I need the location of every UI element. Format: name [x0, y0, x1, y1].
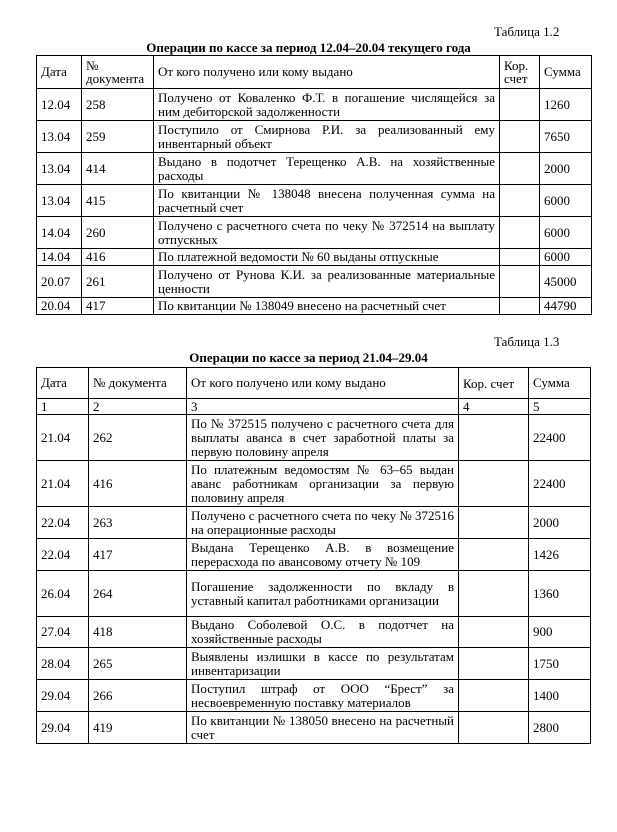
header-corr-account: Кор. счет	[459, 368, 529, 399]
table-row	[37, 680, 591, 712]
table-row	[37, 539, 591, 571]
cell-date: 20.07	[37, 266, 82, 298]
table-row	[37, 648, 591, 680]
header-amount: Сумма	[540, 56, 592, 89]
cell-date: 29.04	[37, 680, 89, 712]
cell-amount: 2800	[529, 712, 591, 744]
header-amount: Сумма	[529, 368, 591, 399]
table-1-3-label: Таблица 1.3	[494, 334, 560, 349]
cell-doc-number: 261	[82, 266, 154, 298]
header-from-to: От кого получено или кому выдано	[154, 56, 500, 89]
cell-corr-account	[459, 539, 529, 571]
table-row	[37, 571, 591, 617]
cell-date: 22.04	[37, 539, 89, 571]
cell-amount: 1750	[529, 648, 591, 680]
cell-amount: 1400	[529, 680, 591, 712]
table-row	[37, 507, 591, 539]
cell-corr-account	[459, 415, 529, 461]
header-from-to: От кого получено или кому выдано	[187, 368, 459, 399]
cell-doc-number: 419	[89, 712, 187, 744]
table-row	[37, 266, 592, 298]
cell-doc-number: 266	[89, 680, 187, 712]
cell-description: По № 372515 получено с расчетного счета для выплаты аванса в счет заработной платы за первую половину апреля	[187, 415, 459, 461]
cell-doc-number: 417	[82, 298, 154, 315]
cell-date: 14.04	[37, 217, 82, 249]
cell-date: 20.04	[37, 298, 82, 315]
column-number-row	[37, 399, 591, 415]
cell-corr-account	[500, 121, 540, 153]
cell-description: По квитанции № 138048 внесена полученная сумма на расчетный счет	[154, 185, 500, 217]
cell-amount: 6000	[540, 185, 592, 217]
cell-doc-number: 414	[82, 153, 154, 185]
table-row	[37, 121, 592, 153]
cell-description: Получено с расчетного счета по чеку № 372514 на выплату отпускных	[154, 217, 500, 249]
cell-doc-number: 260	[82, 217, 154, 249]
cell-amount: 1260	[540, 89, 592, 121]
cell-date: 13.04	[37, 153, 82, 185]
cell-corr-account	[459, 617, 529, 648]
cell-amount: 22400	[529, 461, 591, 507]
cell-doc-number: 264	[89, 571, 187, 617]
header-doc-number: № документа	[82, 56, 154, 89]
cell-amount: 2000	[529, 507, 591, 539]
table-header-row	[37, 368, 591, 399]
cell-amount: 900	[529, 617, 591, 648]
cell-doc-number: 258	[82, 89, 154, 121]
cell-date: 27.04	[37, 617, 89, 648]
cell-description: По платежной ведомости № 60 выданы отпускные	[154, 249, 500, 266]
cell-amount: 1426	[529, 539, 591, 571]
table-1-3-title: Операции по кассе за период 21.04–29.04	[189, 350, 428, 365]
header-doc-number: № документа	[89, 368, 187, 399]
cell-amount: 2000	[540, 153, 592, 185]
table-row	[37, 461, 591, 507]
table-row	[37, 89, 592, 121]
cash-operations-table-1-2	[36, 55, 592, 315]
cell-date: 26.04	[37, 571, 89, 617]
table-row	[37, 298, 592, 315]
table-row	[37, 617, 591, 648]
column-number: 1	[37, 399, 89, 415]
cell-amount: 7650	[540, 121, 592, 153]
cash-operations-table-1-3	[36, 367, 591, 744]
cell-description: По квитанции № 138049 внесено на расчетный счет	[154, 298, 500, 315]
table-header-row	[37, 56, 592, 89]
cell-doc-number: 415	[82, 185, 154, 217]
cell-date: 13.04	[37, 121, 82, 153]
cell-doc-number: 418	[89, 617, 187, 648]
table-row	[37, 153, 592, 185]
cell-description: Поступило от Смирнова Р.И. за реализованный ему инвентарный объект	[154, 121, 500, 153]
cell-description: Получено от Рунова К.И. за реализованные материальные ценности	[154, 266, 500, 298]
table-1-2-title: Операции по кассе за период 12.04–20.04 текущего года	[146, 40, 471, 55]
cell-description: По квитанции № 138050 внесено на расчетный счет	[187, 712, 459, 744]
cell-description: Выдана Терещенко А.В. в возмещение перерасхода по авансовому отчету № 109	[187, 539, 459, 571]
cell-date: 29.04	[37, 712, 89, 744]
cell-doc-number: 416	[82, 249, 154, 266]
table-row	[37, 712, 591, 744]
cell-corr-account	[459, 571, 529, 617]
cell-doc-number: 259	[82, 121, 154, 153]
column-number: 5	[529, 399, 591, 415]
cell-corr-account	[500, 185, 540, 217]
table-row	[37, 249, 592, 266]
cell-amount: 6000	[540, 217, 592, 249]
cell-description: Погашение задолженности по вкладу в уставный капитал работниками организации	[187, 571, 459, 617]
cell-description: Поступил штраф от ООО “Брест” за несвоевременную поставку материалов	[187, 680, 459, 712]
cell-description: Выдано Соболевой О.С. в подотчет на хозяйственные расходы	[187, 617, 459, 648]
header-corr-account: Кор. счет	[500, 56, 540, 89]
column-number: 3	[187, 399, 459, 415]
table-row	[37, 415, 591, 461]
table-1-2-label: Таблица 1.2	[494, 24, 560, 39]
cell-date: 21.04	[37, 415, 89, 461]
cell-corr-account	[500, 266, 540, 298]
cell-date: 13.04	[37, 185, 82, 217]
cell-description: Получено с расчетного счета по чеку № 372516 на операционные расходы	[187, 507, 459, 539]
cell-description: Выдано в подотчет Терещенко А.В. на хозяйственные расходы	[154, 153, 500, 185]
cell-date: 28.04	[37, 648, 89, 680]
cell-corr-account	[500, 153, 540, 185]
cell-date: 14.04	[37, 249, 82, 266]
header-date: Дата	[37, 368, 89, 399]
cell-corr-account	[500, 298, 540, 315]
cell-corr-account	[459, 461, 529, 507]
cell-date: 21.04	[37, 461, 89, 507]
cell-corr-account	[459, 648, 529, 680]
cell-doc-number: 417	[89, 539, 187, 571]
cell-doc-number: 263	[89, 507, 187, 539]
column-number: 4	[459, 399, 529, 415]
cell-amount: 6000	[540, 249, 592, 266]
cell-corr-account	[459, 507, 529, 539]
cell-corr-account	[459, 680, 529, 712]
cell-doc-number: 416	[89, 461, 187, 507]
table-row	[37, 185, 592, 217]
cell-description: По платежным ведомостям № 63–65 выдан аванс работникам организации за первую половину апреля	[187, 461, 459, 507]
cell-corr-account	[500, 217, 540, 249]
cell-date: 12.04	[37, 89, 82, 121]
cell-corr-account	[459, 712, 529, 744]
cell-doc-number: 265	[89, 648, 187, 680]
column-number: 2	[89, 399, 187, 415]
cell-amount: 45000	[540, 266, 592, 298]
cell-amount: 1360	[529, 571, 591, 617]
header-date: Дата	[37, 56, 82, 89]
cell-description: Выявлены излишки в кассе по результатам инвентаризации	[187, 648, 459, 680]
cell-description: Получено от Коваленко Ф.Т. в погашение числящейся за ним дебиторской задолженности	[154, 89, 500, 121]
cell-corr-account	[500, 89, 540, 121]
cell-doc-number: 262	[89, 415, 187, 461]
cell-amount: 22400	[529, 415, 591, 461]
cell-corr-account	[500, 249, 540, 266]
table-row	[37, 217, 592, 249]
cell-date: 22.04	[37, 507, 89, 539]
cell-amount: 44790	[540, 298, 592, 315]
